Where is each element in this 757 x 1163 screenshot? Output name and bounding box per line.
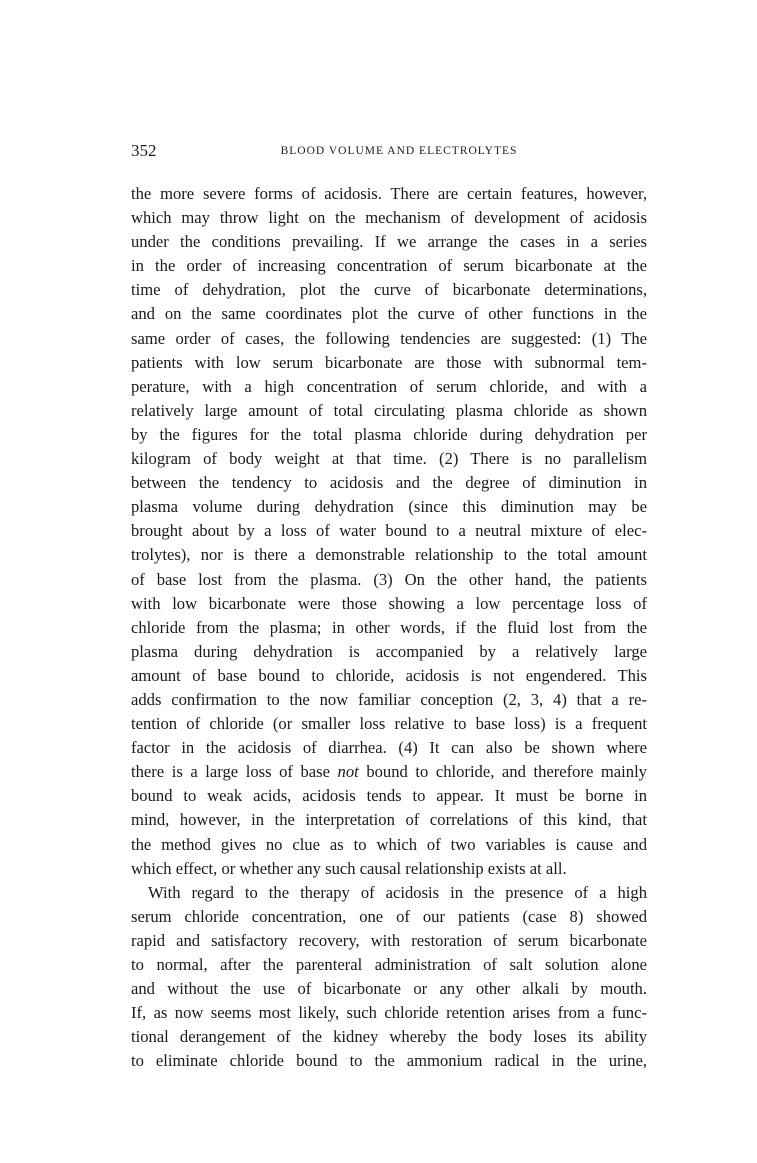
text-line: time of dehydration, plot the curve of bicarbonate determinations,: [131, 280, 647, 300]
paragraph-1: [131, 182, 647, 881]
text-line: serum chloride concentration, one of our patients (case 8) showed: [131, 906, 647, 926]
running-head: [131, 140, 647, 162]
text-line: of base lost from the plasma. (3) On the other hand, the patients: [131, 569, 647, 589]
text-line-with-emphasis: [131, 760, 647, 784]
text-line: factor in the acidosis of diarrhea. (4) It can also be shown where: [131, 738, 647, 758]
text-line: by the figures for the total plasma chloride during dehydration per: [131, 424, 647, 444]
text-segment: there is a large loss of base: [131, 762, 338, 782]
body-text: [131, 182, 647, 1073]
text-line: plasma volume during dehydration (since this diminution may be: [131, 497, 647, 517]
text-line: tional derangement of the kidney whereby the body loses its ability: [131, 1027, 647, 1047]
paragraph-2: [131, 881, 647, 1074]
text-line: to eliminate chloride bound to the ammonium radical in the urine,: [131, 1051, 647, 1071]
emphasized-word: not: [337, 762, 359, 782]
text-line: which may throw light on the mechanism of development of acidosis: [131, 208, 647, 228]
page-number: 352: [131, 141, 157, 160]
text-line: the method gives no clue as to which of two variables is cause and: [131, 834, 647, 854]
running-title: BLOOD VOLUME AND ELECTROLYTES: [280, 145, 518, 157]
text-line: and on the same coordinates plot the curve of other functions in the: [131, 304, 647, 324]
text-line: kilogram of body weight at that time. (2) There is no parallelism: [131, 449, 647, 469]
text-line: between the tendency to acidosis and the degree of diminution in: [131, 473, 647, 493]
text-line: and without the use of bicarbonate or any other alkali by mouth.: [131, 979, 647, 999]
text-line: which effect, or whether any such causal relationship exists at all.: [131, 858, 567, 878]
text-line: plasma during dehydration is accompanied by a relatively large: [131, 641, 647, 661]
text-line: the more severe forms of acidosis. There are certain features, however,: [131, 184, 647, 203]
text-line: same order of cases, the following tendencies are suggested: (1) The: [131, 328, 647, 348]
text-line: with low bicarbonate were those showing a low percentage loss of: [131, 593, 647, 613]
text-line: rapid and satisfactory recovery, with restoration of serum bicarbonate: [131, 930, 647, 950]
text-line: chloride from the plasma; in other words, if the fluid lost from the: [131, 617, 647, 637]
text-line: If, as now seems most likely, such chloride retention arises from a func-: [131, 1003, 647, 1023]
text-line: adds confirmation to the now familiar conception (2, 3, 4) that a re-: [131, 689, 647, 709]
text-line: perature, with a high concentration of serum chloride, and with a: [131, 376, 647, 396]
text-line: in the order of increasing concentration of serum bicarbonate at the: [131, 256, 647, 276]
text-segment: bound to chloride, and therefore mainly: [358, 762, 647, 782]
text-line: trolytes), nor is there a demonstrable relationship to the total amount: [131, 545, 647, 565]
text-line: under the conditions prevailing. If we arrange the cases in a series: [131, 232, 647, 252]
text-line: mind, however, in the interpretation of correlations of this kind, that: [131, 810, 647, 830]
text-line: to normal, after the parenteral administration of salt solution alone: [131, 955, 647, 974]
text-line: brought about by a loss of water bound to a neutral mixture of elec-: [131, 521, 647, 541]
text-line: relatively large amount of total circulating plasma chloride as shown: [131, 400, 647, 420]
text-line: With regard to the therapy of acidosis in the presence of a high: [148, 882, 647, 902]
text-line: amount of base bound to chloride, acidosis is not engendered. This: [131, 665, 647, 685]
text-line: patients with low serum bicarbonate are those with subnormal tem-: [131, 352, 647, 372]
text-line: bound to weak acids, acidosis tends to appear. It must be borne in: [131, 786, 647, 806]
text-line: tention of chloride (or smaller loss relative to base loss) is a frequent: [131, 714, 647, 734]
